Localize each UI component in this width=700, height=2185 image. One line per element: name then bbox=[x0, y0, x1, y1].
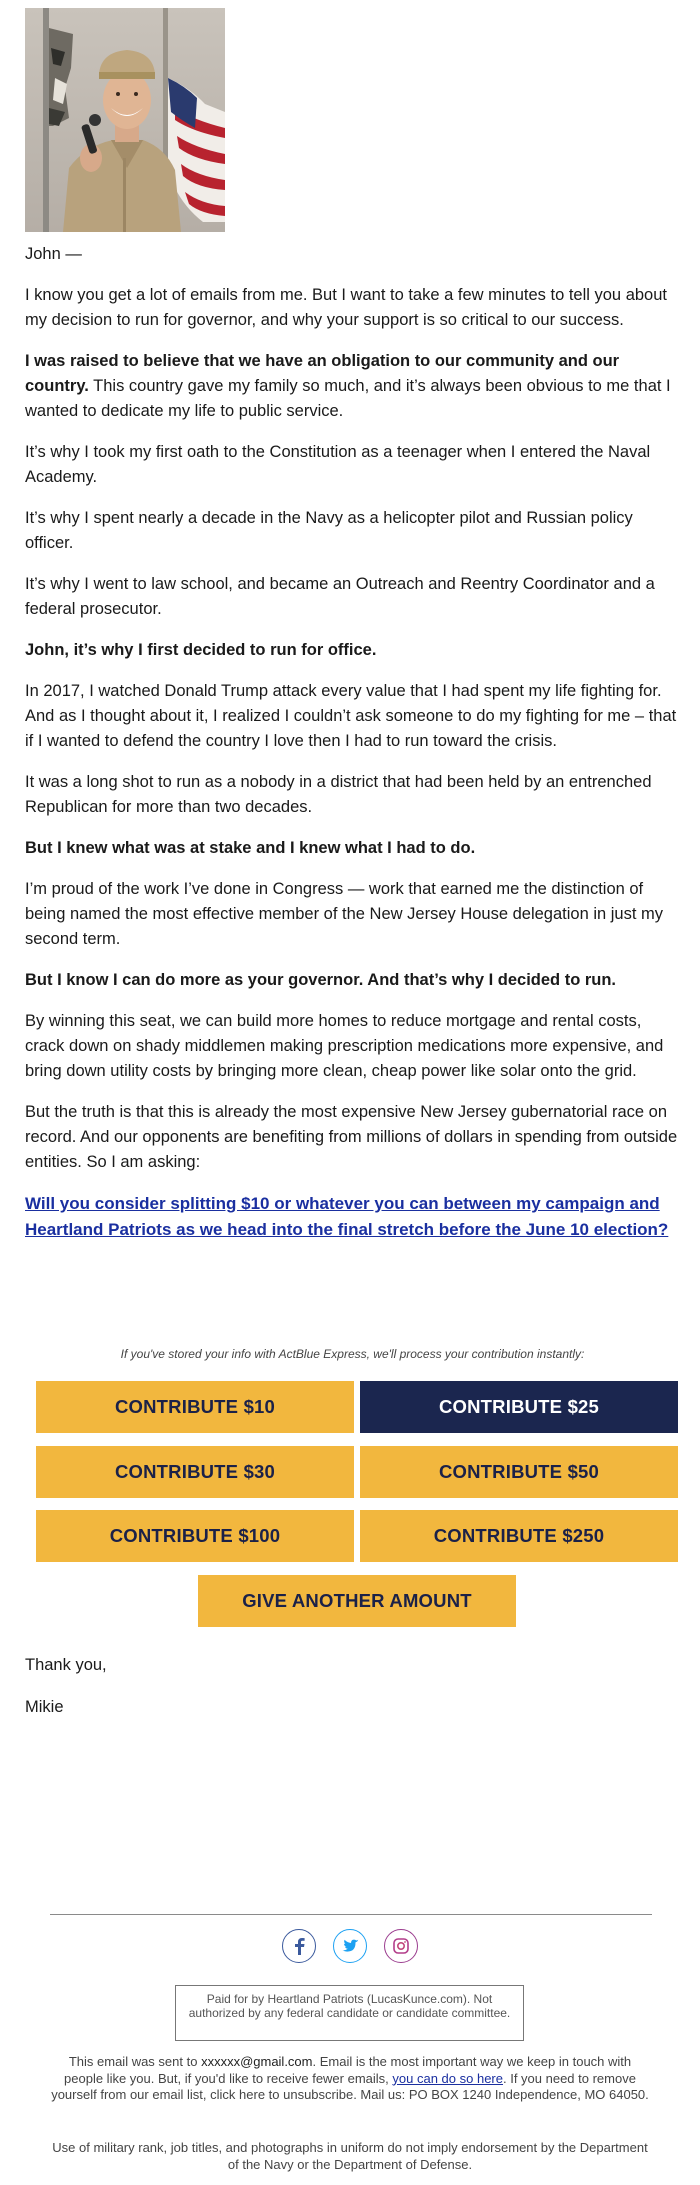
letter-body bbox=[25, 242, 680, 1259]
footer-email-notice bbox=[50, 2054, 650, 2104]
closing-thanks: Thank you, bbox=[25, 1656, 107, 1674]
instagram-icon[interactable] bbox=[384, 1929, 418, 1963]
ask-paragraph bbox=[25, 1191, 680, 1243]
contribute-100-button[interactable]: CONTRIBUTE $100 bbox=[36, 1510, 354, 1562]
footer-divider bbox=[50, 1914, 652, 1915]
twitter-glyph bbox=[341, 1939, 359, 1954]
footer-sent-mid: . Email is the most important way we keep in touch with people like you. But, if you'd like to receive fewer emails, bbox=[64, 2054, 632, 2086]
facebook-glyph bbox=[292, 1937, 306, 1955]
contribute-25-button[interactable]: CONTRIBUTE $25 bbox=[360, 1381, 678, 1433]
signature: Mikie bbox=[25, 1698, 64, 1716]
paragraph-1: I know you get a lot of emails from me. But I want to take a few minutes to tell you about my decision to run for governor, and why your support is so critical to our success. bbox=[25, 286, 667, 329]
paragraph-13: But the truth is that this is already the most expensive New Jersey gubernatorial race on record. And our opponents are benefiting from millions of dollars in spending from outside entities. So I am asking: bbox=[25, 1103, 678, 1171]
recipient-email: xxxxxx@gmail.com bbox=[201, 2054, 313, 2069]
paragraph-5: It’s why I went to law school, and became an Outreach and Reentry Coordinator and a federal prosecutor. bbox=[25, 575, 655, 618]
paragraph-6 bbox=[25, 638, 680, 663]
paragraph-10: I’m proud of the work I’ve done in Congress — work that earned me the distinction of being named the most effective member of the New Jersey House delegation in just my second term. bbox=[25, 880, 664, 948]
give-another-amount-button[interactable]: GIVE ANOTHER AMOUNT bbox=[198, 1575, 516, 1627]
paid-for-disclaimer: Paid for by Heartland Patriots (LucasKunce.com). Not authorized by any federal candidate or candidate committee. bbox=[175, 1985, 524, 2041]
actblue-express-note: If you've stored your info with ActBlue Express, we'll process your contribution instantly: bbox=[120, 1347, 585, 1361]
paragraph-4: It’s why I spent nearly a decade in the Navy as a helicopter pilot and Russian policy officer. bbox=[25, 509, 633, 552]
greeting: John — bbox=[25, 245, 82, 263]
candidate-photo-illustration bbox=[25, 8, 225, 232]
paragraph-2-rest: This country gave my family so much, and it’s always been obvious to me that I wanted to dedicate my life to public service. bbox=[25, 377, 671, 420]
footer-sent-prefix: This email was sent to bbox=[68, 2054, 202, 2069]
paragraph-2 bbox=[25, 349, 680, 424]
paragraph-9-bold: But I knew what was at stake and I knew what I had to do. bbox=[25, 839, 476, 857]
twitter-icon[interactable] bbox=[333, 1929, 367, 1963]
footer-military-disclaimer: Use of military rank, job titles, and photographs in uniform do not imply endorsement by the Department of the Navy or the Department of Defense. bbox=[52, 2140, 648, 2172]
facebook-icon[interactable] bbox=[282, 1929, 316, 1963]
paragraph-9 bbox=[25, 836, 680, 861]
candidate-photo bbox=[25, 8, 225, 232]
paragraph-11-bold: But I know I can do more as your governor. And that’s why I decided to run. bbox=[25, 971, 617, 989]
paragraph-11 bbox=[25, 968, 680, 993]
instagram-glyph bbox=[393, 1938, 409, 1954]
paragraph-7: In 2017, I watched Donald Trump attack every value that I had spent my life fighting for. And as I thought about it, I realized I couldn’t ask someone to do my fighting for me – that if I wanted to defend the country I love then I had to run toward the crisis. bbox=[25, 682, 677, 750]
paragraph-3: It’s why I took my first oath to the Constitution as a teenager when I entered the Naval Academy. bbox=[25, 443, 651, 486]
paragraph-12: By winning this seat, we can build more homes to reduce mortgage and rental costs, crack down on shady middlemen making prescription medications more expensive, and bring down utility costs by bringing more clean, cheap power like solar onto the grid. bbox=[25, 1012, 664, 1080]
social-links bbox=[0, 1929, 700, 1963]
paragraph-6-bold: John, it’s why I first decided to run for office. bbox=[25, 641, 377, 659]
fewer-emails-link[interactable]: you can do so here bbox=[392, 2070, 503, 2086]
contribute-10-button[interactable]: CONTRIBUTE $10 bbox=[36, 1381, 354, 1433]
donation-ask-link[interactable]: Will you consider splitting $10 or whatever you can between my campaign and Heartland Patriots as we head into the final stretch before the June 10 election? bbox=[25, 1194, 669, 1239]
contribute-250-button[interactable]: CONTRIBUTE $250 bbox=[360, 1510, 678, 1562]
footer-sent-suffix: . If you need to remove yourself from our email list, click here to unsubscribe. Mail us: PO BOX 1240 Independence, MO 64050. bbox=[51, 2070, 649, 2102]
contribute-30-button[interactable]: CONTRIBUTE $30 bbox=[36, 1446, 354, 1498]
paragraph-8: It was a long shot to run as a nobody in a district that had been held by an entrenched Republican for more than two decades. bbox=[25, 773, 652, 816]
paragraph-2-bold: I was raised to believe that we have an obligation to our community and our country. bbox=[25, 352, 620, 395]
contribute-50-button[interactable]: CONTRIBUTE $50 bbox=[360, 1446, 678, 1498]
